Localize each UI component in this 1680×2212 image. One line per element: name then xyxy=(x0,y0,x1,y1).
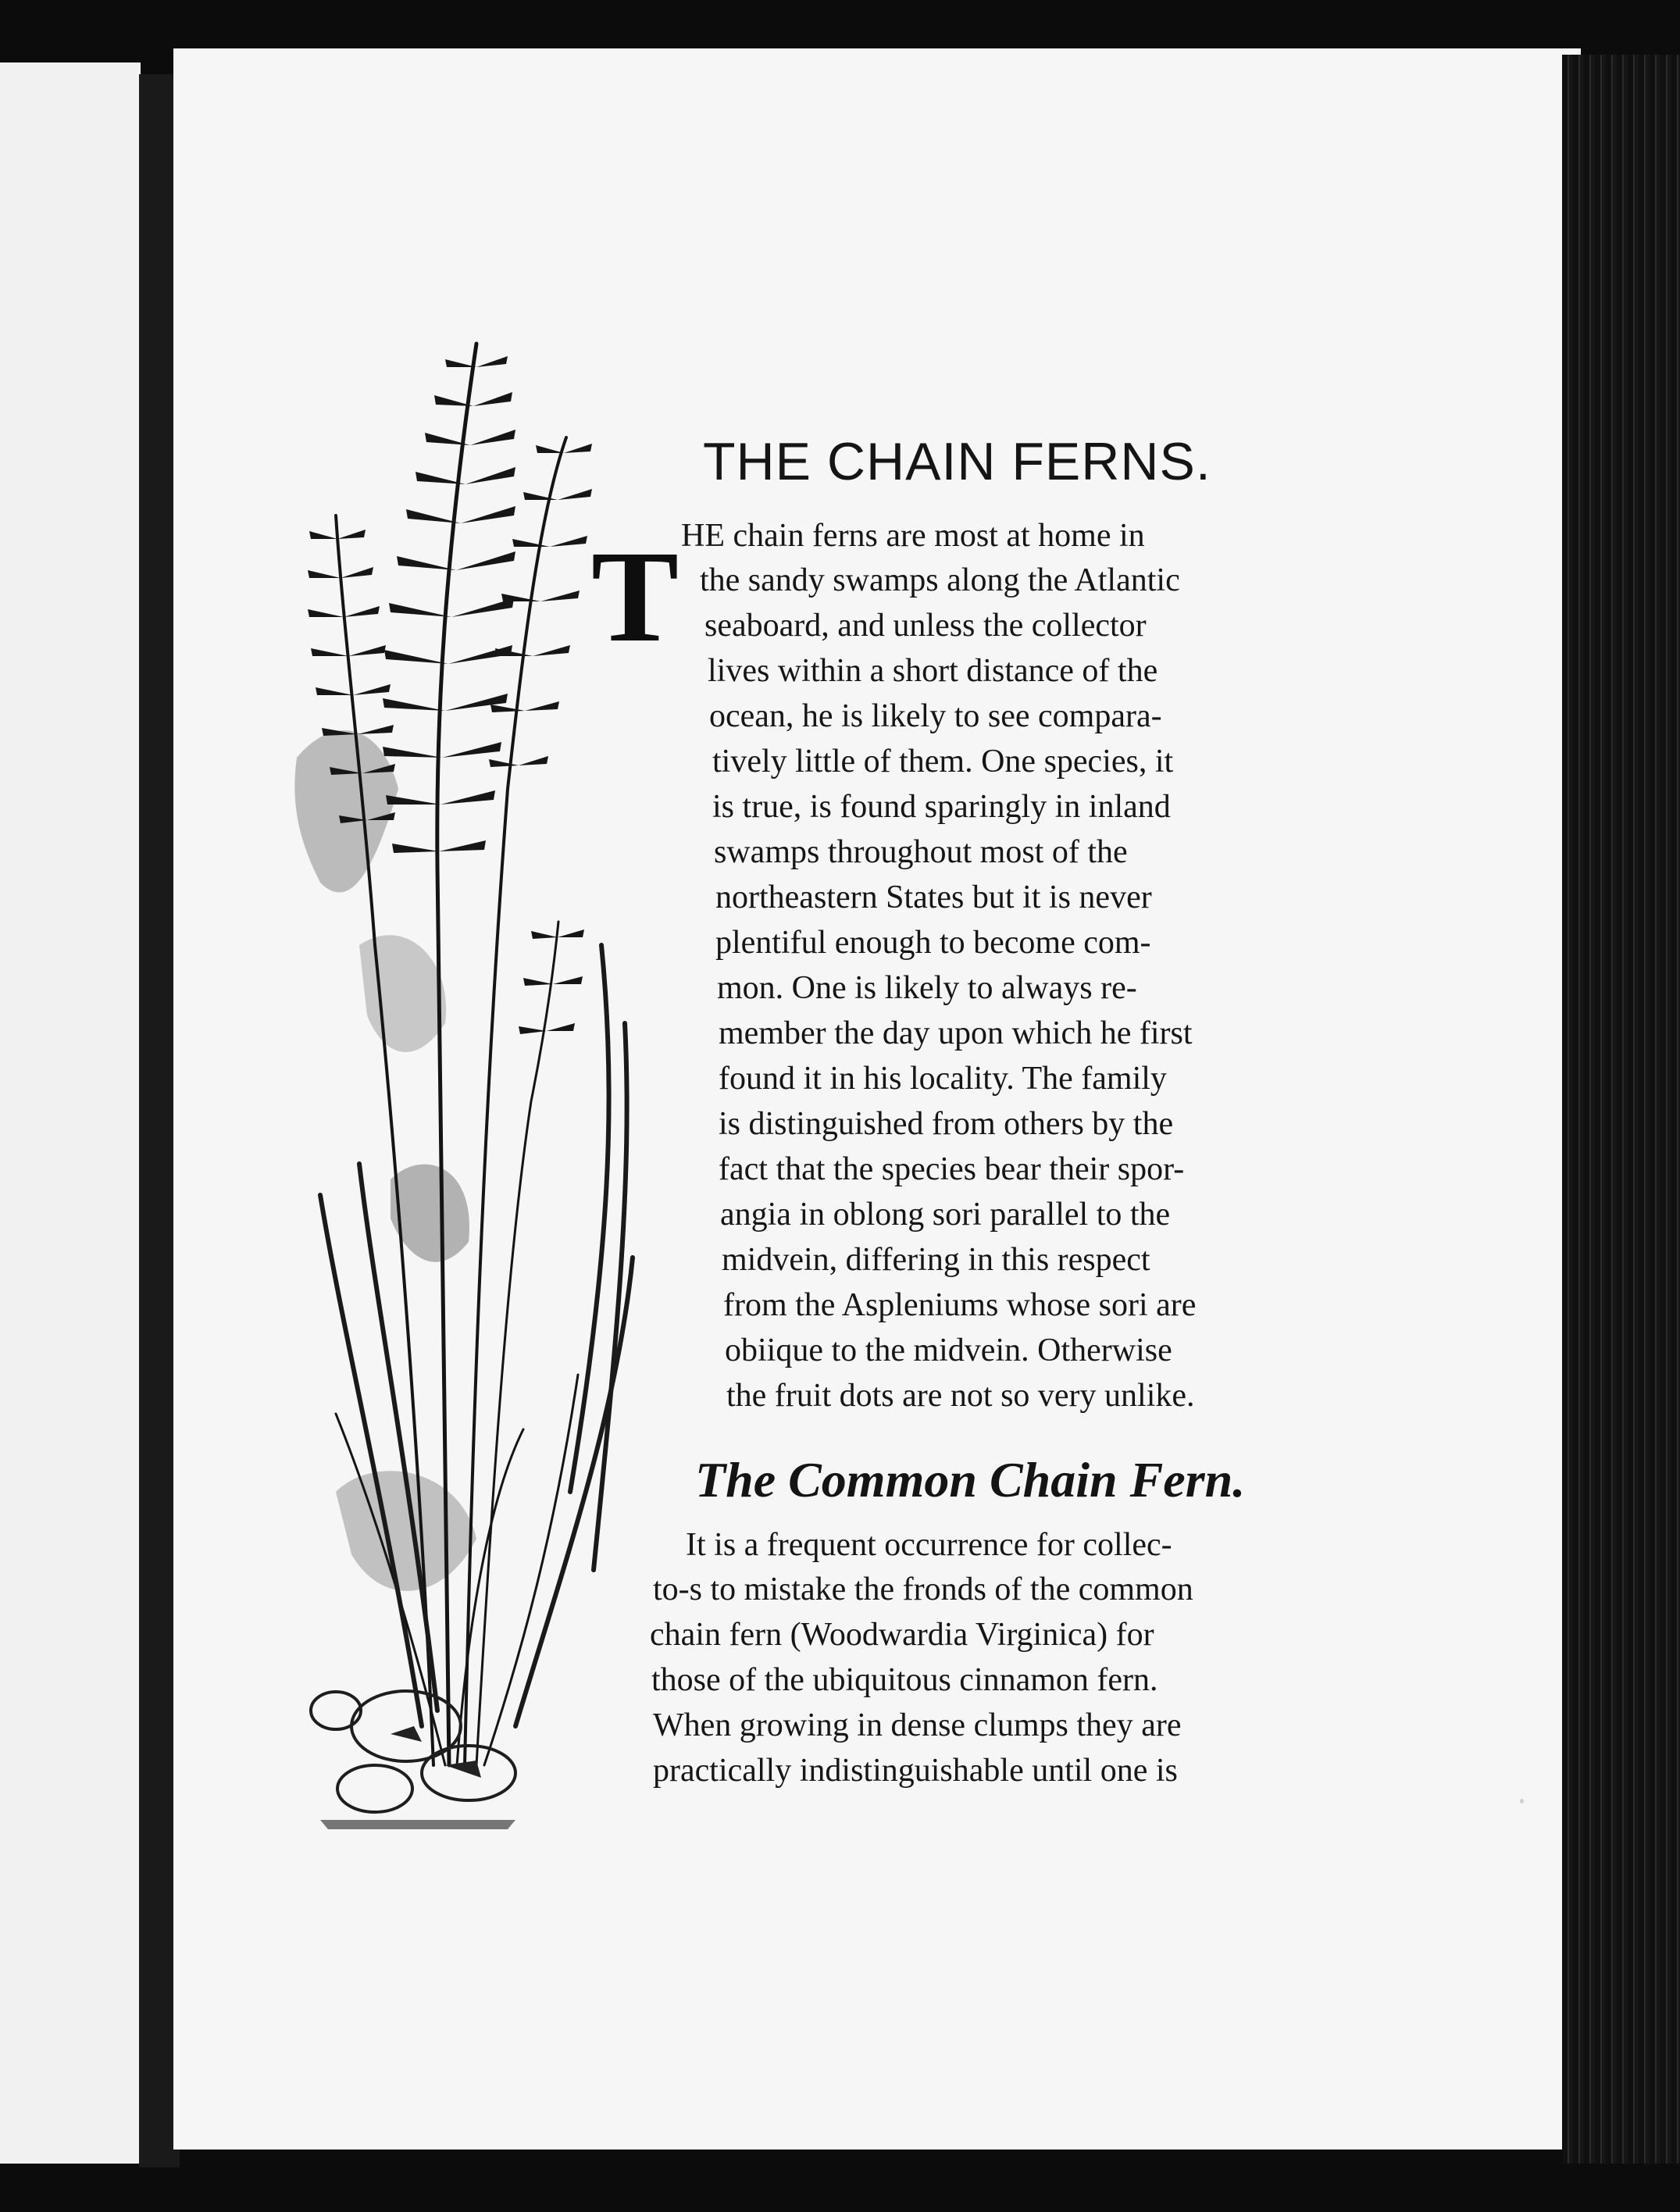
intro-line: tively little of them. One species, it xyxy=(712,744,1174,780)
intro-line: fact that the species bear their spor- xyxy=(719,1151,1185,1187)
section-line: It is a frequent occurrence for collec- xyxy=(686,1527,1172,1563)
intro-line: from the Aspleniums whose sori are xyxy=(723,1287,1197,1323)
intro-line: mon. One is likely to always re- xyxy=(717,970,1137,1006)
page-title: THE CHAIN FERNS. xyxy=(703,432,1211,491)
specks xyxy=(1520,1799,1524,1803)
intro-line: angia in oblong sori parallel to the xyxy=(720,1197,1171,1233)
intro-line: northeastern States but it is never xyxy=(715,879,1152,915)
intro-line: swamps throughout most of the xyxy=(714,834,1128,870)
intro-line: the sandy swamps along the Atlantic xyxy=(700,562,1180,598)
section-line: those of the ubiquitous cinnamon fern. xyxy=(651,1662,1158,1698)
intro-line: HE chain ferns are most at home in xyxy=(681,518,1145,554)
intro-line: midvein, differing in this respect xyxy=(722,1242,1150,1278)
section-line: chain fern (Woodwardia Virginica) for xyxy=(650,1617,1154,1653)
left-page-edge xyxy=(0,62,141,2164)
section-line: When growing in dense clumps they are xyxy=(653,1707,1182,1743)
intro-line: plentiful enough to become com- xyxy=(715,925,1151,961)
intro-line: member the day upon which he first xyxy=(719,1015,1193,1051)
intro-line: ocean, he is likely to see compara- xyxy=(709,698,1162,734)
section-line: to-s to mistake the fronds of the common xyxy=(653,1572,1193,1607)
intro-line: found it in his locality. The family xyxy=(719,1061,1167,1097)
section-line: practically indistinguishable until one is xyxy=(653,1753,1178,1789)
section-heading: The Common Chain Fern. xyxy=(695,1452,1246,1507)
intro-line: lives within a short distance of the xyxy=(708,653,1158,689)
intro-line: seaboard, and unless the collector xyxy=(704,608,1147,644)
intro-line: the fruit dots are not so very unlike. xyxy=(726,1378,1195,1414)
intro-line: obiique to the midvein. Otherwise xyxy=(725,1333,1172,1368)
intro-line: is true, is found sparingly in inland xyxy=(712,789,1171,825)
intro-line: is distinguished from others by the xyxy=(719,1106,1174,1142)
drop-cap: T xyxy=(591,524,679,669)
page-stack-edge xyxy=(1562,55,1680,2164)
